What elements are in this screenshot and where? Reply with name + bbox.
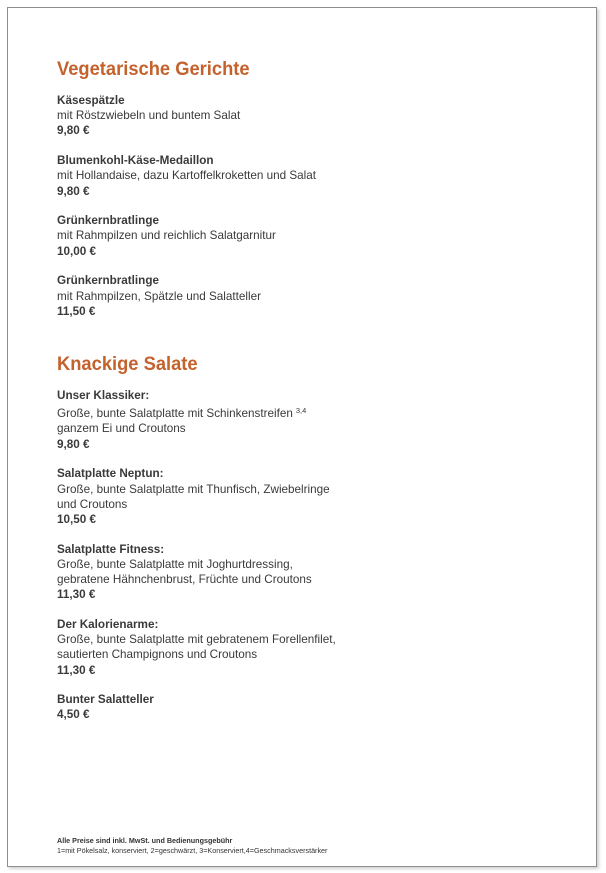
menu-item [57, 692, 577, 722]
dish-description-line: sautierten Champignons und Croutons [57, 648, 258, 662]
dish-price: 10,00 € [57, 244, 96, 258]
dish-name: Salatplatte Fitness: [57, 542, 165, 556]
footer-notes [57, 836, 327, 855]
dish-name: Bunter Salatteller [57, 693, 154, 707]
dish-description: mit Hollandaise, dazu Kartoffelkroketten und Salat [57, 169, 317, 183]
dish-price: 11,50 € [57, 304, 96, 318]
dish-name: Salatplatte Neptun: [57, 467, 164, 481]
dish-name: Blumenkohl-Käse-Medaillon [57, 154, 214, 168]
dish-description-line: gebratene Hähnchenbrust, Früchte und Croutons [57, 573, 312, 587]
dish-description-line [57, 403, 577, 421]
menu-item [57, 617, 577, 678]
menu-item [57, 388, 577, 452]
dish-description-line: Große, bunte Salatplatte mit Thunfisch, Zwiebelringe [57, 482, 330, 496]
menu-item [57, 93, 577, 139]
dish-price: 9,80 € [57, 437, 90, 451]
dish-price: 10,50 € [57, 512, 96, 526]
additives-legend: 1=mit Pökelsalz, konserviert, 2=geschwärzt, 3=Konserviert,4=Geschmacksverstärker [57, 845, 328, 855]
section-title: Vegetarische Gerichte [57, 58, 250, 80]
dish-price: 11,30 € [57, 663, 96, 677]
section-salads [57, 353, 577, 737]
dish-price: 4,50 € [57, 708, 90, 722]
dish-description-text: Große, bunte Salatplatte mit Schinkenstreifen [57, 407, 293, 421]
dish-price: 11,30 € [57, 588, 96, 602]
menu-item [57, 542, 577, 603]
dish-name: Grünkernbratlinge [57, 274, 159, 288]
dish-description-line: ganzem Ei und Croutons [57, 422, 186, 436]
menu-item [57, 213, 577, 259]
dish-description: mit Röstzwiebeln und buntem Salat [57, 109, 241, 123]
section-title: Knackige Salate [57, 353, 198, 375]
dish-description-line: Große, bunte Salatplatte mit Joghurtdressing, [57, 557, 293, 571]
price-note: Alle Preise sind inkl. MwSt. und Bedienungsgebühr [57, 836, 233, 845]
dish-price: 9,80 € [57, 184, 90, 198]
dish-description-line: und Croutons [57, 497, 128, 511]
menu-item [57, 273, 577, 319]
dish-name: Käsespätzle [57, 94, 125, 107]
dish-price: 9,80 € [57, 124, 90, 138]
allergen-note: 3,4 [295, 406, 307, 416]
menu-item [57, 153, 577, 199]
dish-description: mit Rahmpilzen und reichlich Salatgarnitur [57, 229, 276, 243]
dish-description: mit Rahmpilzen, Spätzle und Salatteller [57, 289, 261, 303]
dish-name: Unser Klassiker: [57, 389, 150, 402]
dish-name: Der Kalorienarme: [57, 617, 159, 631]
dish-description-line: Große, bunte Salatplatte mit gebratenem Forellenfilet, [57, 633, 336, 647]
section-vegetarian [57, 58, 577, 333]
menu-item [57, 466, 577, 527]
dish-name: Grünkernbratlinge [57, 214, 159, 228]
menu-page [7, 7, 597, 867]
